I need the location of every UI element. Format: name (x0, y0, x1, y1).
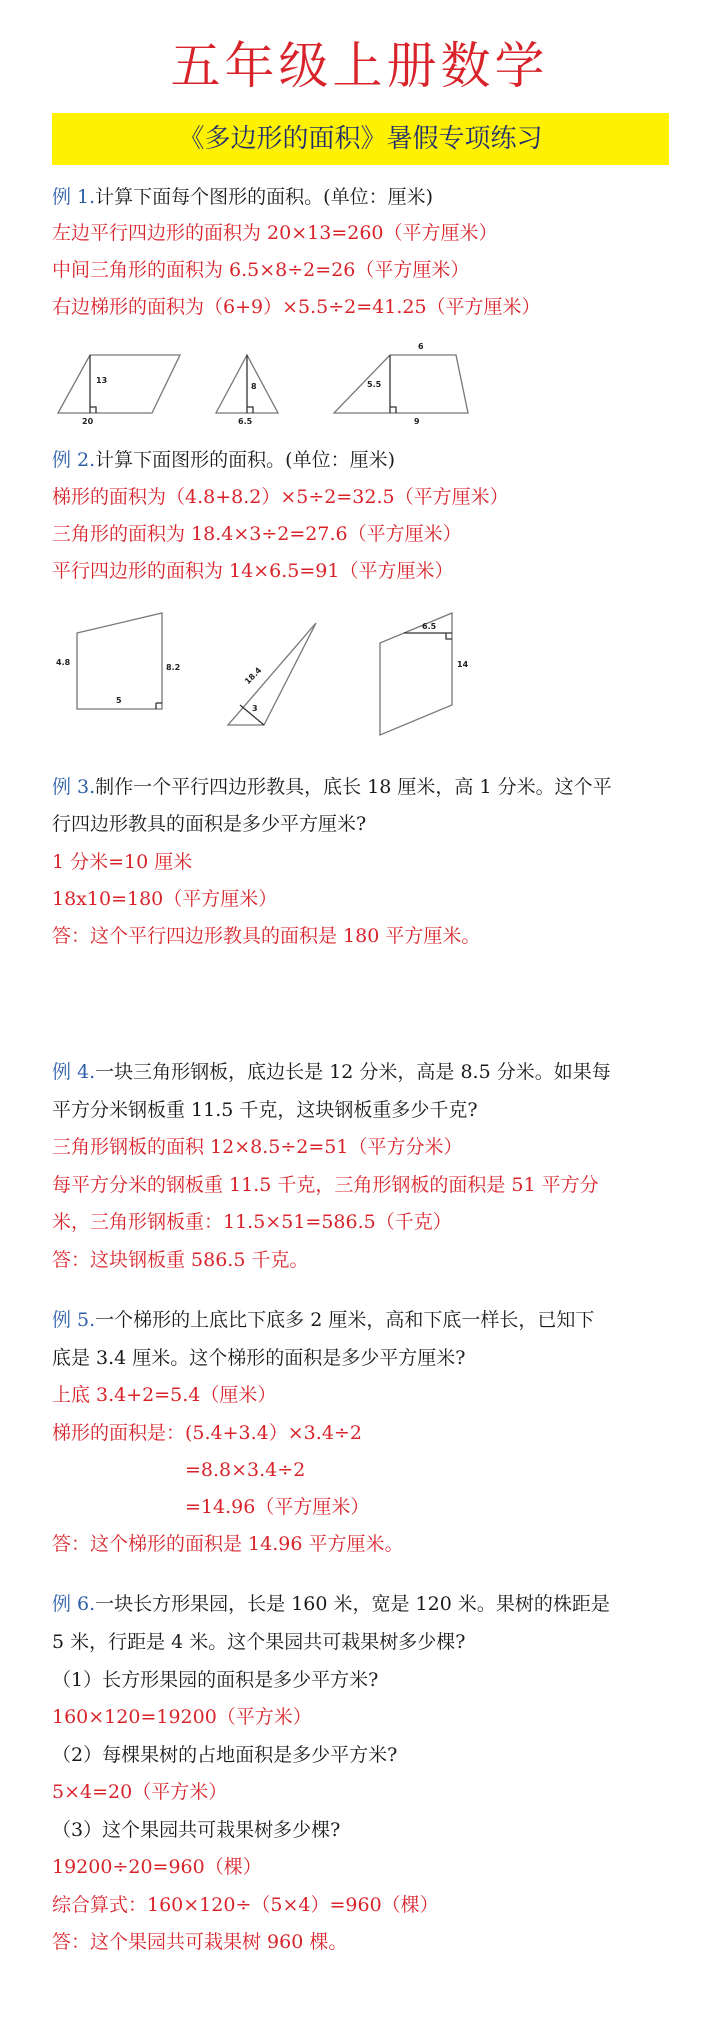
sub-question: （1）长方形果园的面积是多少平方米? (52, 1669, 379, 1691)
answer-line: 梯形的面积为（4.8+8.2）×5÷2=32.5（平方厘米） (52, 486, 509, 508)
example-1-figures (52, 335, 472, 430)
answer-line: 答：这个平行四边形教具的面积是 180 平方厘米。 (52, 925, 481, 947)
answer-line: 每平方分米的钢板重 11.5 千克，三角形钢板的面积是 51 平方分 (52, 1174, 599, 1196)
question-text: 一个梯形的上底比下底多 2 厘米，高和下底一样长，已知下 (95, 1309, 595, 1331)
triangle-figure (228, 623, 316, 725)
answer-line: =8.8×3.4÷2 (185, 1459, 306, 1481)
subtitle-banner: 《多边形的面积》暑假专项练习 (52, 113, 669, 165)
question-text: 一块长方形果园，长是 160 米，宽是 120 米。果树的株距是 (95, 1593, 610, 1615)
answer-line: 中间三角形的面积为 6.5×8÷2=26（平方厘米） (52, 259, 470, 281)
example-label: 例 3. (52, 776, 96, 798)
example-3-question (52, 773, 677, 801)
example-5-question (52, 1306, 677, 1334)
label-height: 5.5 (367, 380, 382, 389)
answer-line: 19200÷20=960（棵） (52, 1856, 262, 1878)
answer-line: 答：这块钢板重 586.5 千克。 (52, 1249, 309, 1271)
example-4-question (52, 1058, 677, 1086)
label-base: 6.5 (238, 417, 253, 426)
answer-line: 左边平行四边形的面积为 20×13=260（平方厘米） (52, 222, 498, 244)
question-text: 计算下面图形的面积。(单位：厘米) (95, 449, 395, 471)
example-label: 例 5. (52, 1309, 96, 1331)
example-6-question (52, 1590, 677, 1618)
answer-line: 右边梯形的面积为（6+9）×5.5÷2=41.25（平方厘米） (52, 296, 541, 318)
label-top: 6 (418, 342, 424, 351)
label-height: 13 (96, 376, 108, 385)
trapezoid-figure (77, 613, 162, 709)
parallelogram-figure (380, 613, 452, 735)
answer-line: =14.96（平方厘米） (185, 1496, 370, 1518)
answer-line: 米，三角形钢板重：11.5×51=586.5（千克） (52, 1211, 452, 1233)
answer-line: 平行四边形的面积为 14×6.5=91（平方厘米） (52, 560, 454, 582)
label-left: 4.8 (56, 658, 71, 667)
triangle-figure (216, 355, 278, 413)
trapezoid-figure (334, 355, 468, 413)
question-text: 5 米，行距是 4 米。这个果园共可栽果树多少棵? (52, 1631, 466, 1653)
question-text: 平方分米钢板重 11.5 千克，这块钢板重多少千克? (52, 1099, 478, 1121)
label-right: 8.2 (166, 663, 181, 672)
question-text: 底是 3.4 厘米。这个梯形的面积是多少平方厘米? (52, 1347, 466, 1369)
question-text: 制作一个平行四边形教具，底长 18 厘米，高 1 分米。这个平 (95, 776, 612, 798)
answer-line: 三角形钢板的面积 12×8.5÷2=51（平方分米） (52, 1136, 463, 1158)
answer-line: 上底 3.4+2=5.4（厘米） (52, 1384, 277, 1406)
answer-line: 5×4=20（平方米） (52, 1781, 228, 1803)
label-bottom: 9 (414, 417, 420, 426)
label-height: 14 (457, 660, 469, 669)
answer-line: 梯形的面积是：(5.4+3.4）×3.4÷2 (52, 1422, 362, 1444)
sub-question: （2）每棵果树的占地面积是多少平方米? (52, 1744, 398, 1766)
example-1-question (52, 183, 677, 211)
label-side: 18.4 (243, 665, 264, 687)
answer-line: 综合算式：160×120÷（5×4）=960（棵） (52, 1894, 439, 1916)
sub-question: （3）这个果园共可栽果树多少棵? (52, 1819, 341, 1841)
answer-line: 18x10=180（平方厘米） (52, 888, 278, 910)
label-height: 3 (252, 704, 258, 713)
example-2-question (52, 446, 677, 474)
parallelogram-figure (58, 355, 180, 413)
question-text: 一块三角形钢板，底边长是 12 分米，高是 8.5 分米。如果每 (95, 1061, 611, 1083)
example-label: 例 1. (52, 186, 96, 208)
answer-line: 三角形的面积为 18.4×3÷2=27.6（平方厘米） (52, 523, 462, 545)
answer-line: 答：这个梯形的面积是 14.96 平方厘米。 (52, 1533, 404, 1555)
example-label: 例 4. (52, 1061, 96, 1083)
label-base: 5 (116, 696, 122, 705)
example-label: 例 6. (52, 1593, 96, 1615)
label-width: 6.5 (422, 622, 437, 631)
answer-line: 答：这个果园共可栽果树 960 棵。 (52, 1931, 348, 1953)
question-text: 行四边形教具的面积是多少平方厘米? (52, 813, 367, 835)
answer-line: 160×120=19200（平方米） (52, 1706, 312, 1728)
answer-line: 1 分米=10 厘米 (52, 851, 193, 873)
example-2-figures (52, 605, 512, 745)
question-text: 计算下面每个图形的面积。(单位：厘米) (95, 186, 433, 208)
example-label: 例 2. (52, 449, 96, 471)
label-base: 20 (82, 417, 94, 426)
label-height: 8 (251, 382, 257, 391)
page-title: 五年级上册数学 (170, 37, 549, 95)
